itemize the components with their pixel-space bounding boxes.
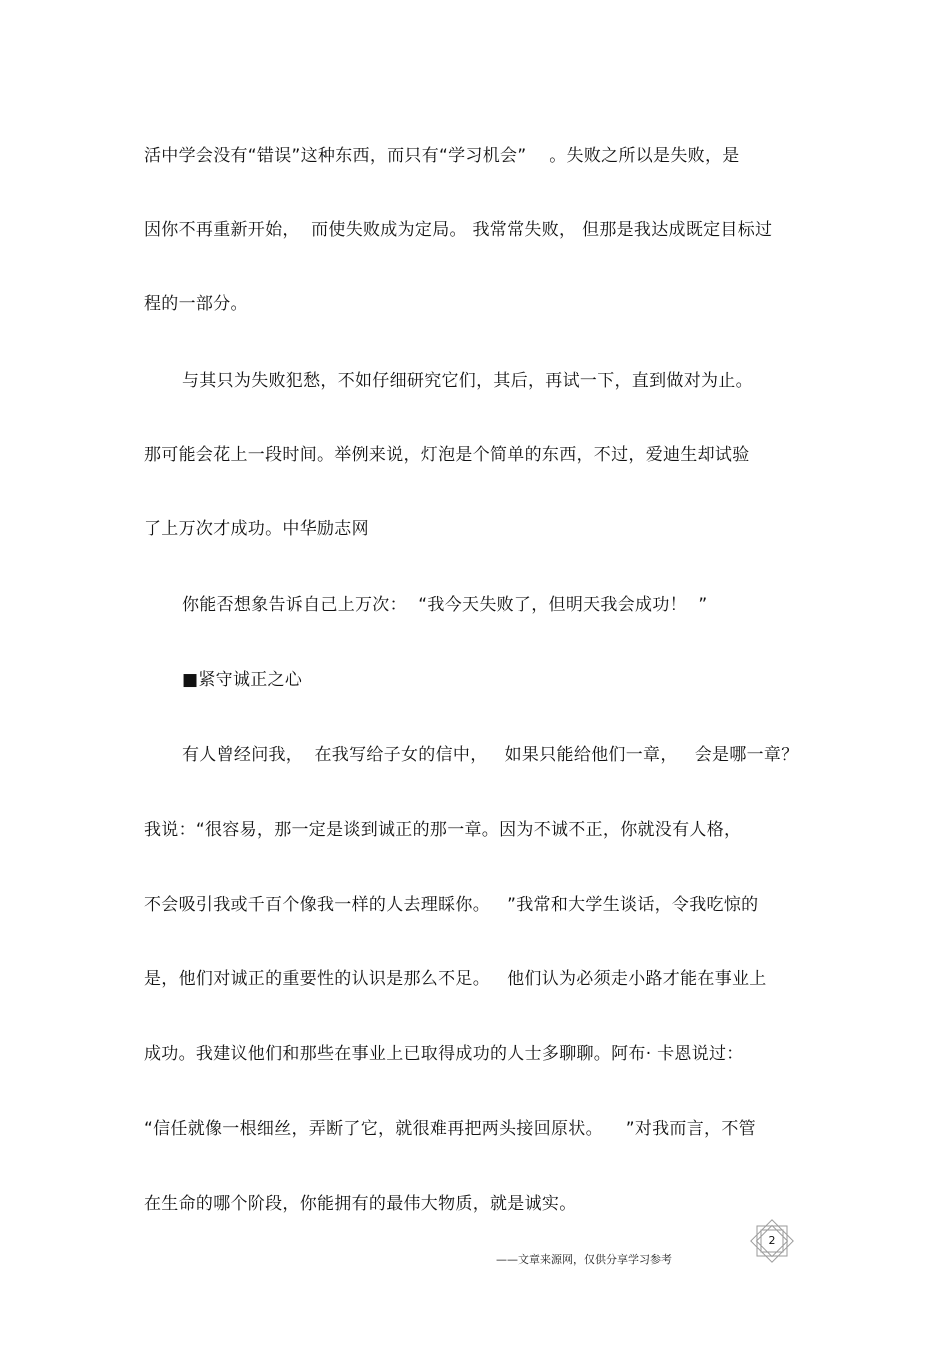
text-line: 是，他们对诚正的重要性的认识是那么不足。 他们认为必须走小路才能在事业上 xyxy=(144,969,767,989)
text-line: “信任就像一根细丝，弄断了它，就很难再把两头接回原状。 ”对我而言，不管 xyxy=(144,1119,756,1139)
text-line: 因你不再重新开始， 而使失败成为定局。 我常常失败， 但那是我达成既定目标过 xyxy=(144,220,773,240)
footer-source-note: ——文章来源网，仅供分享学习参考 xyxy=(496,1253,672,1266)
paragraph-first-line: 有人曾经问我， 在我写给子女的信中， 如果只能给他们一章， 会是哪一章？ xyxy=(182,745,799,765)
text-line: 程的一部分。 xyxy=(144,294,248,314)
section-heading: ■紧守诚正之心 xyxy=(182,670,303,690)
text-line: 成功。我建议他们和那些在事业上已取得成功的人士多聊聊。阿布· 卡恩说过： xyxy=(144,1044,744,1064)
paragraph-first-line: 与其只为失败犯愁，不如仔细研究它们，其后，再试一下，直到做对为止。 xyxy=(182,371,753,391)
paragraph-first-line: 你能否想象告诉自己上万次： “我今天失败了，但明天我会成功！ ” xyxy=(182,595,708,615)
text-line: 那可能会花上一段时间。举例来说，灯泡是个简单的东西，不过，爱迪生却试验 xyxy=(144,445,750,465)
page-number: 2 xyxy=(768,1234,776,1247)
text-line: 活中学会没有“错误”这种东西，而只有“学习机会” 。失败之所以是失败，是 xyxy=(144,146,740,166)
text-line: 我说：“很容易，那一定是谈到诚正的那一章。因为不诚不正，你就没有人格， xyxy=(144,820,742,840)
text-line: 了上万次才成功。中华励志网 xyxy=(144,519,369,539)
page-number-badge xyxy=(748,1218,796,1264)
text-line: 不会吸引我或千百个像我一样的人去理睬你。 ”我常和大学生谈话，令我吃惊的 xyxy=(144,895,759,915)
text-line: 在生命的哪个阶段，你能拥有的最伟大物质，就是诚实。 xyxy=(144,1194,577,1214)
